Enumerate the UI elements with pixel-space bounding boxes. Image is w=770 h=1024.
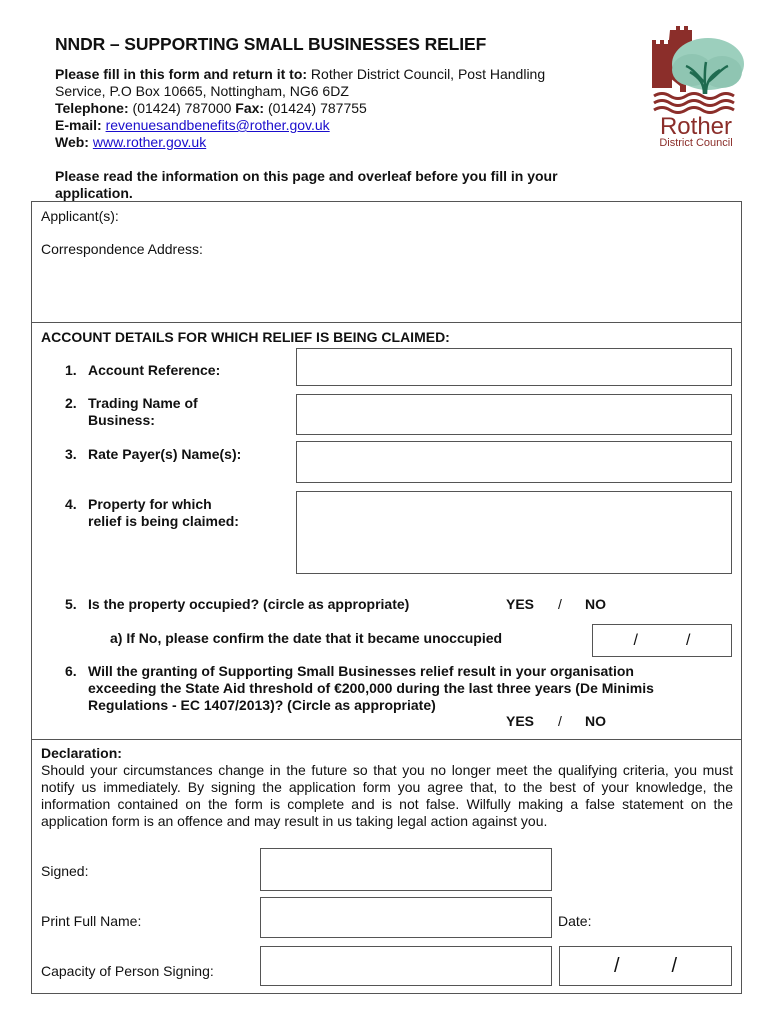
telephone-label: Telephone: <box>55 100 129 116</box>
q5-number: 5. <box>65 596 77 612</box>
account-details-heading: ACCOUNT DETAILS FOR WHICH RELIEF IS BEING CLAIMED: <box>41 329 450 345</box>
fax-number: (01424) 787755 <box>264 100 367 116</box>
telephone-number: (01424) 787000 <box>128 100 236 116</box>
correspondence-address-label: Correspondence Address: <box>41 241 203 257</box>
unoccupied-date-input[interactable] <box>592 624 732 657</box>
web-label: Web: <box>55 134 89 150</box>
fax-label: Fax: <box>235 100 265 116</box>
return-label: Please fill in this form and return it to: <box>55 66 308 82</box>
field-2-number: 2. <box>65 395 77 411</box>
correspondence-address-field[interactable] <box>230 238 730 316</box>
date-separator: / <box>633 631 638 649</box>
rate-payer-label: Rate Payer(s) Name(s): <box>88 446 242 462</box>
q5-question: Is the property occupied? (circle as appropriate) <box>88 596 410 612</box>
property-label-line2: relief is being claimed: <box>88 513 239 529</box>
applicants-field[interactable] <box>170 205 730 227</box>
q5a-label: a) If No, please confirm the date that it became unoccupied <box>110 630 503 646</box>
read-note-line1: Please read the information on this page and overleaf before you fill in your <box>55 168 558 184</box>
castle-tree-icon <box>640 22 752 148</box>
q6-no-option[interactable]: NO <box>585 713 606 729</box>
email-link[interactable]: revenuesandbenefits@rother.gov.uk <box>105 117 330 133</box>
return-address-line2: Service, P.O Box 10665, Nottingham, NG6 6DZ <box>55 83 349 99</box>
q6-line1: Will the granting of Supporting Small Businesses relief result in your organisation <box>88 663 634 679</box>
declaration-text: Should your circumstances change in the future so that you no longer meet the qualifying criteria, you must notify us immediately. By signing the application form you agree that, to the best of your knowledge, the information contained on the form is complete and is not false. Wilfully making a false statement on the application form is an offence and may result in us taking legal action against you. <box>41 762 733 829</box>
web-line <box>55 134 625 151</box>
q5-yes-option[interactable]: YES <box>506 596 535 612</box>
date-label: Date: <box>558 913 592 929</box>
field-1-number: 1. <box>65 362 77 378</box>
svg-text:District Council: District Council <box>659 137 733 148</box>
section-divider <box>31 322 742 323</box>
print-name-input[interactable] <box>260 897 552 938</box>
print-name-label: Print Full Name: <box>41 913 142 929</box>
return-address-line1: Rother District Council, Post Handling <box>307 66 546 82</box>
property-label-line1: Property for which <box>88 496 212 512</box>
page-title: NNDR – SUPPORTING SMALL BUSINESSES RELIEF <box>55 34 487 54</box>
trading-name-label-line2: Business: <box>88 412 155 428</box>
signed-label: Signed: <box>41 863 89 879</box>
read-info-note <box>55 168 635 202</box>
field-4-number: 4. <box>65 496 77 512</box>
capacity-label: Capacity of Person Signing: <box>41 963 214 979</box>
rother-logo <box>640 22 752 148</box>
q6-line2: exceeding the State Aid threshold of €200,000 during the last three years (De Minimis <box>88 680 654 696</box>
trading-name-label-line1: Trading Name of <box>88 395 198 411</box>
date-separator: / <box>671 954 678 977</box>
q6-number: 6. <box>65 663 77 679</box>
email-line <box>55 117 625 134</box>
date-separator: / <box>613 954 620 977</box>
property-input[interactable] <box>296 491 732 574</box>
phone-fax-line <box>55 100 625 117</box>
read-note-line2: application. <box>55 185 133 201</box>
q5-no-option[interactable]: NO <box>585 596 606 612</box>
web-link[interactable]: www.rother.gov.uk <box>92 134 207 150</box>
svg-text:Rother: Rother <box>659 113 733 140</box>
return-address <box>55 66 625 83</box>
capacity-input[interactable] <box>260 946 552 986</box>
signature-input[interactable] <box>260 848 552 891</box>
q6-yes-option[interactable]: YES <box>506 713 535 729</box>
q6-question <box>88 663 728 714</box>
account-reference-input[interactable] <box>296 348 732 386</box>
date-separator: / <box>686 631 691 649</box>
q6-separator: / <box>558 713 562 729</box>
signature-date-input[interactable] <box>559 946 732 986</box>
section-divider <box>31 739 742 740</box>
q6-line3: Regulations - EC 1407/2013)? (Circle as appropriate) <box>88 697 436 713</box>
account-reference-label: Account Reference: <box>88 362 221 378</box>
applicants-label: Applicant(s): <box>41 208 119 224</box>
field-3-number: 3. <box>65 446 77 462</box>
declaration-heading: Declaration: <box>41 745 122 761</box>
property-label <box>88 496 239 530</box>
contact-block <box>55 66 625 151</box>
rate-payer-input[interactable] <box>296 441 732 483</box>
trading-name-label <box>88 395 198 429</box>
q5-separator: / <box>558 596 562 612</box>
trading-name-input[interactable] <box>296 394 732 435</box>
email-label: E-mail: <box>55 117 102 133</box>
